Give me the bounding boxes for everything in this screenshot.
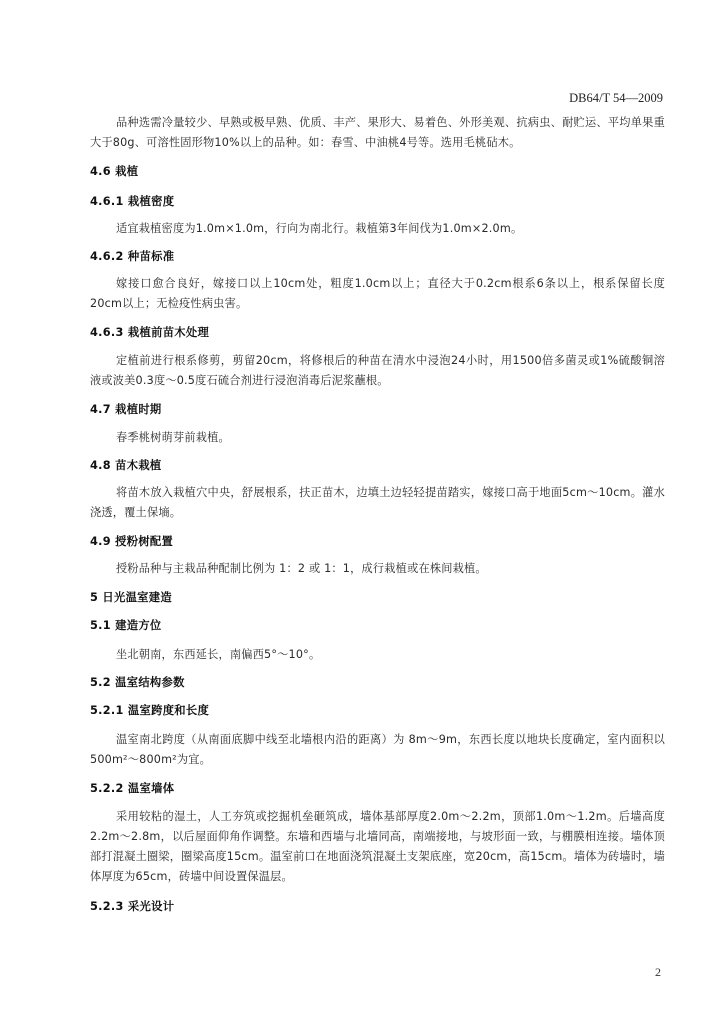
heading-5-2: 5.2 温室结构参数 — [90, 676, 185, 689]
heading-4-6-2: 4.6.2 种苗标准 — [90, 250, 175, 263]
heading-4-8: 4.8 苗木栽植 — [90, 459, 162, 472]
paragraph-seedling-treatment: 定植前进行根系修剪，剪留20cm，将修根后的种苗在清水中浸泡24小时，用1500倍多菌灵或1%硫酸铜溶液或波美0.3度～0.5度石硫合剂进行浸泡消毒后泥浆蘸根。 — [90, 354, 665, 387]
document-code: DB64/T 54—2009 — [569, 91, 663, 105]
heading-5-2-1: 5.2.1 温室跨度和长度 — [90, 704, 210, 717]
heading-4-9: 4.9 授粉树配置 — [90, 535, 174, 548]
heading-5: 5 日光温室建造 — [90, 591, 172, 604]
heading-4-6: 4.6 栽植 — [90, 165, 139, 178]
paragraph-planting-density: 适宜栽植密度为1.0m×1.0m，行向为南北行。栽植第3年间伐为1.0m×2.0m。 — [116, 222, 523, 235]
heading-5-1: 5.1 建造方位 — [90, 619, 162, 632]
paragraph-planting-time: 春季桃树萌芽前栽植。 — [116, 431, 230, 444]
heading-4-7: 4.7 栽植时期 — [90, 403, 162, 416]
heading-5-2-3: 5.2.3 采光设计 — [90, 900, 175, 913]
heading-4-6-3: 4.6.3 栽植前苗木处理 — [90, 326, 210, 339]
paragraph-pollinator: 授粉品种与主栽品种配制比例为 1：2 或 1：1，成行栽植或在株间栽植。 — [116, 562, 487, 575]
paragraph-walls: 采用较粘的湿土，人工夯筑或挖掘机垒砸筑成，墙体基部厚度2.0m～2.2m，顶部1.0m～1.2m。后墙高度2.2m～2.8m，以后屋面仰角作调整。东墙和西墙与北墙同高，南端接地，与坡形面一致，与棚膜相连接。墙体顶部打混凝土圈梁，圈梁高度15cm。温室前口在地面浇筑混凝土支架底座，宽20cm，高15cm。墙体为砖墙时，墙体厚度为65cm，砖墙中间设置保温层。 — [90, 810, 665, 883]
paragraph-seedling-standard: 嫁接口愈合良好，嫁接口以上10cm处，粗度1.0cm以上；直径大于0.2cm根系6条以上，根系保留长度20cm以上；无检疫性病虫害。 — [90, 277, 665, 310]
heading-5-2-2: 5.2.2 温室墙体 — [90, 782, 175, 795]
paragraph-seedling-planting: 将苗木放入栽植穴中央，舒展根系，扶正苗木，边填土边轻轻提苗踏实，嫁接口高于地面5cm～10cm。灌水浇透，覆土保墒。 — [90, 486, 665, 519]
heading-4-6-1: 4.6.1 栽植密度 — [90, 195, 175, 208]
page-number: 2 — [655, 965, 661, 979]
paragraph-span-length: 温室南北跨度（从南面底脚中线至北墙根内沿的距离）为 8m～9m，东西长度以地块长度确定，室内面积以 500m²～800m²为宜。 — [90, 733, 665, 766]
paragraph-variety-selection: 品种选需冷量较少、早熟或极早熟、优质、丰产、果形大、易着色、外形美观、抗病虫、耐贮运、平均单果重大于80g、可溶性固形物10%以上的品种。如：春雪、中油桃4号等。选用毛桃砧木。 — [90, 116, 665, 149]
paragraph-orientation: 坐北朝南，东西延长，南偏西5°～10°。 — [116, 648, 321, 661]
